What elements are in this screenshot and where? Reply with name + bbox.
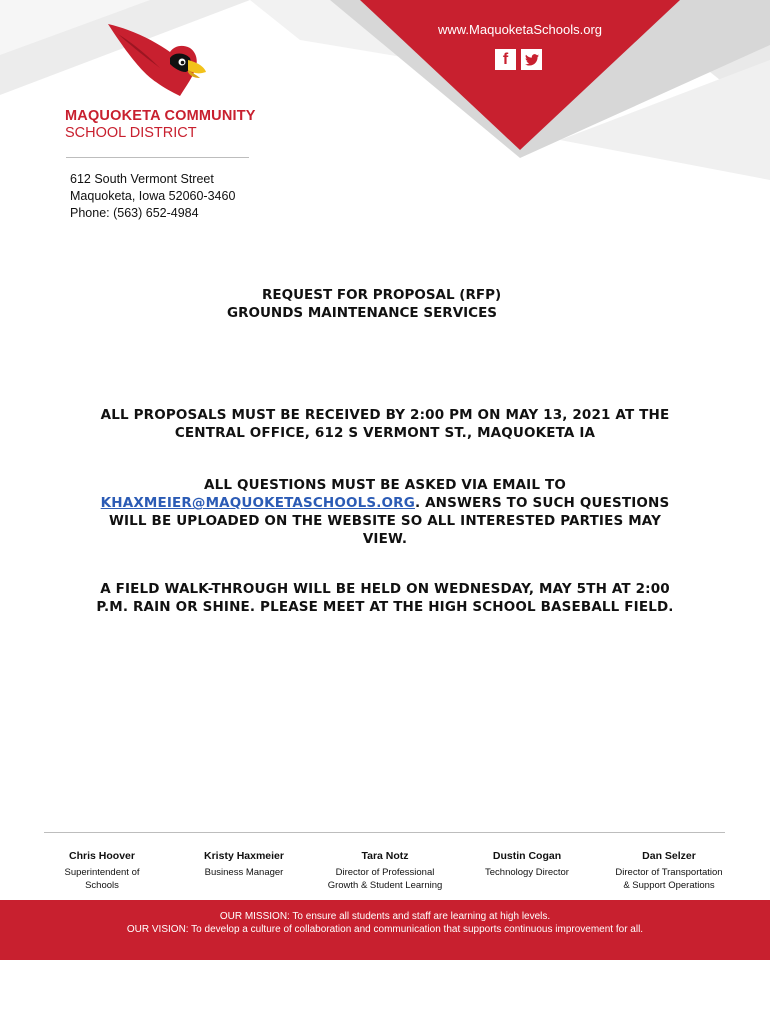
staff-name: Chris Hoover [69, 850, 135, 862]
staff-role: Superintendent of [64, 867, 140, 878]
staff-role: Technology Director [485, 867, 569, 878]
staff-role: Director of Transportation [615, 867, 723, 878]
staff-member [477, 850, 577, 879]
questions-suffix: . ANSWERS TO SUCH QUESTIONS WILL BE UPLOADED ON THE WEBSITE SO ALL INTERESTED PARTIES MAY VIEW. [108, 495, 670, 547]
staff-name: Tara Notz [361, 850, 409, 862]
address-phone: Phone: (563) 652-4984 [70, 206, 199, 220]
staff-name: Dan Selzer [642, 850, 696, 862]
staff-name: Kristy Haxmeier [204, 850, 284, 862]
staff-role: Business Manager [204, 867, 284, 878]
footer-band [0, 900, 770, 960]
staff-member [52, 850, 152, 892]
vision-statement: OUR VISION: To develop a culture of collaboration and communication that supports continuous improvement for all. [126, 924, 644, 935]
twitter-icon[interactable] [521, 49, 542, 70]
contact-email-link[interactable]: KHAXMEIER@MAQUOKETASCHOOLS.ORG [100, 495, 415, 511]
staff-name: Dustin Cogan [492, 850, 562, 862]
address-city: Maquoketa, Iowa 52060-3460 [70, 189, 236, 203]
staff-role: Growth & Student Learning [327, 880, 443, 891]
title-line-1: REQUEST FOR PROPOSAL (RFP) [262, 287, 502, 303]
header-divider [66, 157, 249, 158]
title-line-2: GROUNDS MAINTENANCE SERVICES [227, 305, 498, 321]
staff-member [194, 850, 294, 879]
website-url[interactable]: www.MaquoketaSchools.org [437, 22, 603, 37]
staff-role: & Support Operations [623, 880, 715, 891]
address-block [70, 171, 250, 222]
staff-role: Director of Professional [335, 867, 435, 878]
staff-member [320, 850, 450, 892]
district-subtitle: SCHOOL DISTRICT [65, 125, 197, 141]
footer-divider [44, 832, 725, 833]
mission-statement: OUR MISSION: To ensure all students and staff are learning at high levels. [219, 911, 551, 922]
questions-paragraph [90, 476, 680, 548]
walkthrough-paragraph: A FIELD WALK-THROUGH WILL BE HELD ON WEDNESDAY, MAY 5TH AT 2:00 P.M. RAIN OR SHINE. PLEASE MEET AT THE HIGH SCHOOL BASEBALL FIELD. [96, 581, 674, 615]
district-name: MAQUOKETA COMMUNITY [65, 108, 256, 124]
staff-role: Schools [85, 880, 119, 891]
questions-prefix: ALL QUESTIONS MUST BE ASKED VIA EMAIL TO [204, 477, 566, 493]
cardinal-logo-icon [104, 22, 208, 106]
facebook-icon[interactable]: f [495, 49, 516, 70]
deadline-paragraph: ALL PROPOSALS MUST BE RECEIVED BY 2:00 PM ON MAY 13, 2021 AT THE CENTRAL OFFICE, 612 S VERMONT ST., MAQUOKETA IA [100, 407, 670, 441]
staff-member [605, 850, 733, 892]
address-street: 612 South Vermont Street [70, 172, 214, 186]
